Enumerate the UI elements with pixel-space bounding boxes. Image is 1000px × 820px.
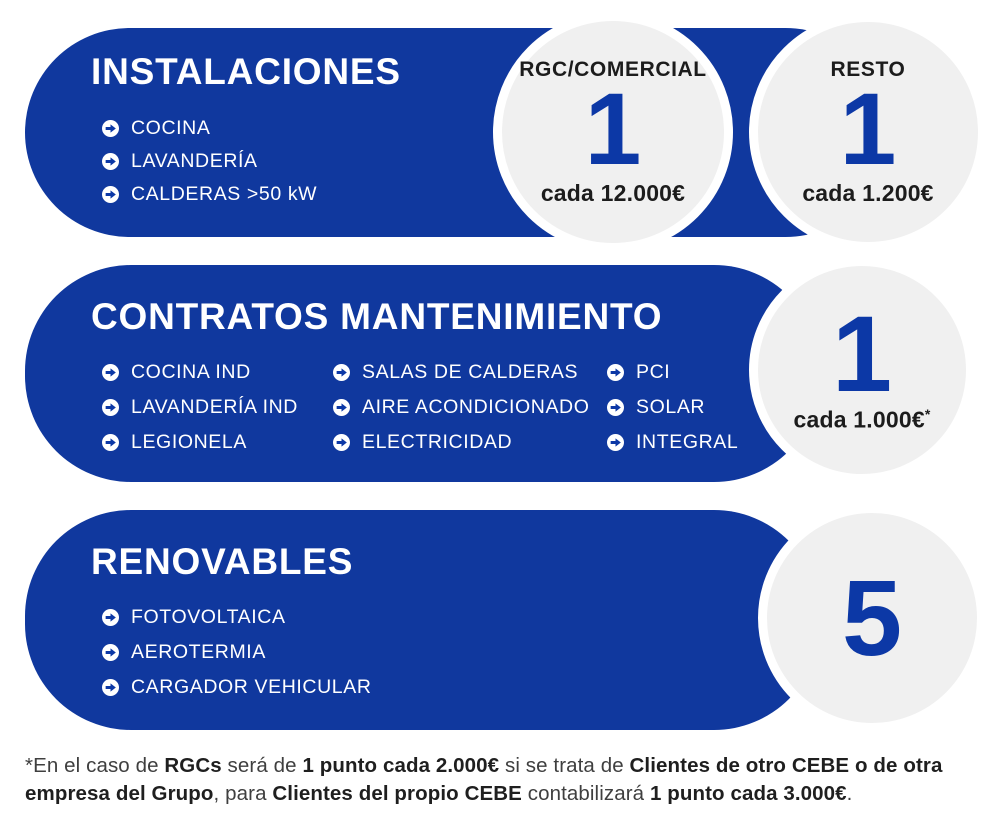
footnote-segment: 1 punto cada 2.000€	[302, 754, 500, 777]
badge-renovables	[758, 504, 986, 732]
renovables-item-list	[102, 607, 372, 697]
list-item-label: FOTOVOLTAICA	[131, 606, 286, 628]
list-item-label: LAVANDERÍA IND	[131, 396, 298, 418]
footnote-segment: RGCs	[164, 754, 222, 777]
footnote-segment: contabilizará	[521, 782, 650, 806]
footnote-segment: Clientes de otro CEBE o de otra empresa del Grupo	[25, 754, 943, 806]
badge-value: 1	[584, 71, 642, 186]
arrow-bullet-icon	[102, 399, 119, 416]
arrow-bullet-icon	[607, 364, 624, 381]
list-item	[102, 607, 372, 627]
footnote-segment: será de	[221, 754, 303, 777]
badge-label: RGC/COMERCIAL	[519, 57, 707, 81]
list-item-label: SOLAR	[636, 396, 706, 418]
arrow-bullet-icon	[102, 186, 119, 203]
list-item	[102, 677, 372, 697]
footnote-segment: Clientes del propio CEBE	[272, 782, 522, 806]
arrow-bullet-icon	[102, 153, 119, 170]
arrow-bullet-icon	[102, 120, 119, 137]
badge-value: 1	[839, 71, 897, 186]
list-item-label: LAVANDERÍA	[131, 150, 258, 172]
contratos-column-3	[607, 362, 738, 452]
list-item-label: COCINA	[131, 117, 211, 139]
badge-value: 1	[831, 293, 893, 415]
arrow-bullet-icon	[607, 399, 624, 416]
list-item-label: COCINA IND	[131, 361, 251, 383]
instalaciones-item-list	[102, 118, 317, 204]
list-item	[102, 118, 317, 138]
list-item-label: LEGIONELA	[131, 431, 247, 453]
list-item-label: INTEGRAL	[636, 431, 739, 453]
contratos-column-2	[333, 362, 590, 452]
arrow-bullet-icon	[333, 399, 350, 416]
list-item	[607, 397, 738, 417]
badge-caption: cada 12.000€	[540, 179, 686, 206]
footnote-segment: si se trata de	[499, 754, 630, 777]
section-title-instalaciones: INSTALACIONES	[91, 51, 401, 92]
list-item-label: CALDERAS >50 kW	[131, 183, 318, 205]
list-item-label: AIRE ACONDICIONADO	[362, 396, 590, 418]
list-item	[102, 432, 298, 452]
list-item	[102, 397, 298, 417]
list-item	[607, 362, 738, 382]
list-item	[102, 642, 372, 662]
arrow-bullet-icon	[102, 679, 119, 696]
list-item	[102, 184, 317, 204]
footnote-marker: *	[924, 406, 931, 423]
badge-rgc-comercial	[493, 12, 733, 252]
badge-caption-text: cada 1.000€	[793, 407, 925, 434]
section-pill-renovables	[25, 510, 820, 730]
arrow-bullet-icon	[102, 434, 119, 451]
section-title-renovables: RENOVABLES	[91, 541, 354, 582]
list-item	[333, 432, 590, 452]
list-item-label: AEROTERMIA	[131, 641, 266, 663]
section-pill-contratos-mantenimiento	[25, 265, 820, 482]
list-item	[333, 362, 590, 382]
list-item	[102, 362, 298, 382]
list-item-label: ELECTRICIDAD	[362, 431, 513, 453]
badge-contratos	[749, 257, 975, 483]
arrow-bullet-icon	[333, 364, 350, 381]
badge-caption: cada 1.200€	[802, 179, 934, 206]
section-title-contratos: CONTRATOS MANTENIMIENTO	[91, 296, 663, 337]
contratos-column-1	[102, 362, 298, 452]
arrow-bullet-icon	[102, 644, 119, 661]
arrow-bullet-icon	[102, 609, 119, 626]
list-item	[102, 151, 317, 171]
badge-resto	[749, 13, 987, 251]
arrow-bullet-icon	[607, 434, 624, 451]
footnote-segment: 1 punto cada 3.000€	[649, 782, 847, 806]
arrow-bullet-icon	[333, 434, 350, 451]
footnote-segment: *En el caso de	[25, 754, 165, 777]
badge-label: RESTO	[830, 57, 906, 81]
arrow-bullet-icon	[102, 364, 119, 381]
footnote-segment: .	[846, 782, 853, 806]
footnote-segment: , para	[213, 782, 273, 806]
badge-caption	[793, 406, 930, 433]
badge-value: 5	[841, 557, 903, 679]
list-item-label: SALAS DE CALDERAS	[362, 361, 579, 383]
list-item-label: CARGADOR VEHICULAR	[131, 676, 372, 698]
list-item	[333, 397, 590, 417]
footnote	[25, 752, 977, 809]
list-item	[607, 432, 738, 452]
list-item-label: PCI	[636, 361, 671, 383]
